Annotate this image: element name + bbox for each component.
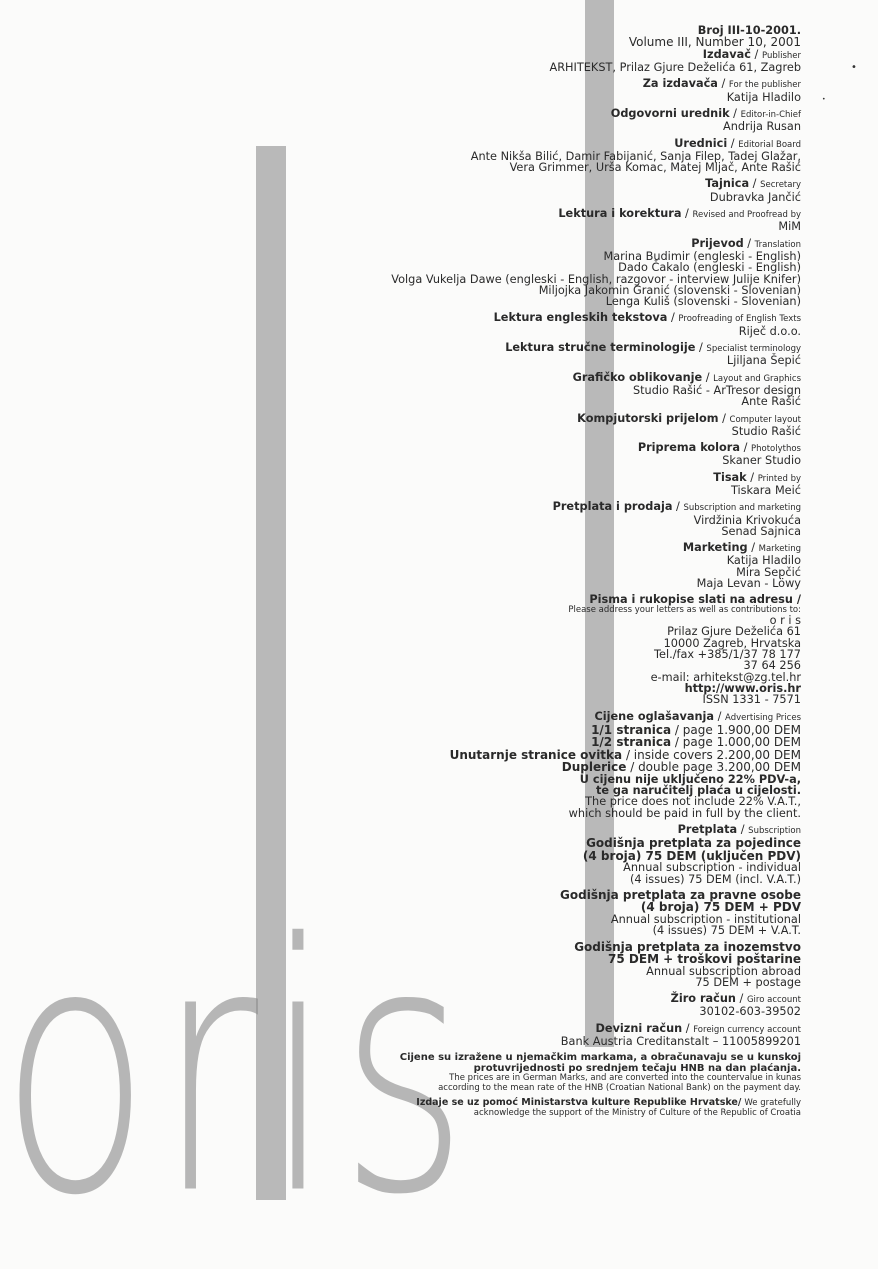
credit-section <box>81 312 801 337</box>
vat-note-en: The price does not include 22% V.A.T., <box>585 795 801 809</box>
credit-value: Ljiljana Šepić <box>726 354 801 368</box>
credit-section <box>81 78 801 103</box>
subscription-section <box>81 824 801 988</box>
credit-heading: Lektura i korektura / Revised and Proofread by <box>558 207 801 221</box>
credit-value: Senad Sajnica <box>721 524 801 538</box>
address-email[interactable]: e-mail: arhitekst@zg.tel.hr <box>650 670 801 684</box>
address-line: Prilaz Gjure Deželića 61 <box>667 625 801 639</box>
colophon <box>81 25 801 1118</box>
credit-heading: Odgovorni urednik / Editor-in-Chief <box>610 106 801 120</box>
credit-value: Tiskara Meić <box>730 484 801 497</box>
ad-price-row: 1/1 stranica / page 1.900,00 DEM <box>591 722 801 737</box>
credit-heading: Lektura engleskih tekstova / Proofreading of English Texts <box>493 311 801 325</box>
credit-heading: Kompjutorski prijelom / Computer layout <box>577 411 801 425</box>
credit-value: Maja Levan - Löwy <box>696 577 801 591</box>
credit-value: Marina Budimir (engleski - English) <box>603 249 801 263</box>
sub-abroad-en: Annual subscription abroad <box>646 964 801 978</box>
support-line: Izdaje se uz pomoć Ministarstva kulture Republike Hrvatske/ We gratefully <box>416 1097 801 1109</box>
credit-heading: Priprema kolora / Photolythos <box>637 441 801 455</box>
credits-list <box>81 49 801 590</box>
ad-price-row: Unutarnje stranice ovitka / inside covers 2.200,00 DEM <box>449 747 801 762</box>
credit-heading: Prijevod / Translation <box>691 236 801 250</box>
foreign-heading: Devizni račun / Foreign currency account <box>595 1021 801 1035</box>
credit-value: Studio Rašić <box>731 424 801 438</box>
issn: ISSN 1331 - 7571 <box>702 693 801 707</box>
sub-abroad-hr: Godišnja pretplata za inozemstvo <box>574 939 801 954</box>
credit-section <box>81 413 801 438</box>
credit-value: Studio Rašić - ArTresor design <box>632 383 801 397</box>
credit-value: Katija Hladilo <box>726 90 801 104</box>
ad-price-row: Duplerice / double page 3.200,00 DEM <box>561 760 801 775</box>
support-line-en: acknowledge the support of the Ministry of Culture of the Republic of Croatia <box>473 1107 801 1118</box>
prices-note-hr: Cijene su izražene u njemačkim markama, a obračunavaju se u kunskoj <box>399 1052 801 1064</box>
scan-speck: • <box>851 62 857 73</box>
credit-value: Katija Hladilo <box>726 554 801 568</box>
credit-heading: Tisak / Printed by <box>713 470 801 484</box>
sub-institutional-en: (4 issues) 75 DEM + V.A.T. <box>652 924 801 938</box>
credit-value: Ante Nikša Bilić, Damir Fabijanić, Sanja Filep, Tadej Glažar, <box>470 149 801 163</box>
address-line: o r i s <box>769 614 801 628</box>
scan-speck: • <box>822 96 826 103</box>
address-phone-2: 37 64 256 <box>743 659 801 673</box>
sub-abroad-hr: 75 DEM + troškovi poštarine <box>608 952 801 967</box>
issue-number: Broj III-10-2001. <box>697 24 801 37</box>
credit-heading: Urednici / Editorial Board <box>674 136 801 150</box>
credit-value: Riječ d.o.o. <box>738 324 801 338</box>
credit-heading: Pretplata i prodaja / Subscription and marketing <box>552 500 801 514</box>
prices-note <box>81 1052 801 1093</box>
credit-value: Ante Rašić <box>741 395 801 409</box>
credit-section <box>81 208 801 233</box>
credit-heading: Izdavač / Publisher <box>702 47 801 61</box>
issue-info <box>81 25 801 49</box>
sub-abroad-en: 75 DEM + postage <box>695 975 801 989</box>
credit-heading: Lektura stručne terminologije / Specialist terminology <box>505 341 801 355</box>
credit-section <box>81 372 801 408</box>
prices-note-hr: protuvrijednosti po srednjem tečaju HNB na dan plaćanja. <box>473 1063 801 1075</box>
credit-section <box>81 178 801 203</box>
credit-section <box>81 108 801 133</box>
credit-value: Vera Grimmer, Urša Komac, Matej Mljač, Ante Rašić <box>509 161 801 175</box>
credit-heading: Grafičko oblikovanje / Layout and Graphics <box>572 370 801 384</box>
subscription-heading: Pretplata / Subscription <box>677 823 801 837</box>
credit-section <box>81 442 801 467</box>
address-line: 10000 Zagreb, Hrvatska <box>663 636 801 650</box>
sub-institutional-hr: Godišnja pretplata za pravne osobe <box>560 887 801 902</box>
credit-heading: Tajnica / Secretary <box>705 177 801 191</box>
credit-value: Dado Čakalo (engleski - English) <box>618 261 801 275</box>
ad-price-row: 1/2 stranica / page 1.000,00 DEM <box>591 735 801 750</box>
address-heading: Pisma i rukopise slati na adresu / <box>589 593 801 607</box>
credit-value: Lenga Kuliš (slovenski - Slovenian) <box>605 295 801 309</box>
credit-value: Skaner Studio <box>722 454 801 468</box>
foreign-account: Bank Austria Creditanstalt – 11005899201 <box>560 1035 801 1048</box>
credit-section <box>81 472 801 497</box>
advertising-heading: Cijene oglašavanja / Advertising Prices <box>594 709 801 723</box>
address-section <box>81 594 801 705</box>
vat-note-hr: te ga naručitelj plaća u cijelosti. <box>595 784 801 798</box>
credit-value: Volga Vukelja Dawe (engleski - English, razgovor - interview Julije Knifer) <box>391 272 801 286</box>
oris-logo: oris <box>0 871 475 1269</box>
credit-section <box>81 138 801 174</box>
address-heading-en: Please address your letters as well as contributions to: <box>568 604 801 615</box>
giro-heading: Žiro račun / Giro account <box>670 992 801 1006</box>
support-note <box>81 1098 801 1118</box>
giro-account: 30102-603-39502 <box>699 1005 801 1019</box>
credit-value: MiM <box>778 220 801 234</box>
advertising-section <box>81 711 801 819</box>
credit-section <box>81 238 801 308</box>
credit-heading: Marketing / Marketing <box>682 541 801 555</box>
credit-value: Miljojka Jakomin Granić (slovenski - Slovenian) <box>538 283 801 297</box>
sub-individual-hr: Godišnja pretplata za pojedince <box>586 836 801 851</box>
prices-note-en: The prices are in German Marks, and are converted into the countervalue in kunas <box>449 1073 801 1084</box>
vat-note-hr: U cijenu nije uključeno 22% PDV-a, <box>579 772 801 786</box>
credit-value: Andrija Rusan <box>723 120 801 134</box>
address-phone: Tel./fax +385/1/37 78 177 <box>654 648 801 662</box>
sub-individual-hr: (4 broja) 75 DEM (uključen PDV) <box>582 848 801 863</box>
credit-value: ARHITEKST, Prilaz Gjure Deželića 61, Zagreb <box>549 61 801 75</box>
website-link[interactable]: http://www.oris.hr <box>684 681 801 695</box>
sub-individual-en: (4 issues) 75 DEM (incl. V.A.T.) <box>629 872 801 886</box>
sub-institutional-en: Annual subscription - institutional <box>610 912 801 926</box>
sub-individual-en: Annual subscription - individual <box>623 861 801 875</box>
prices-note-en: according to the mean rate of the HNB (Croatian National Bank) on the payment day. <box>438 1082 801 1093</box>
credit-section <box>81 49 801 74</box>
credit-value: Mira Sepčić <box>736 565 801 579</box>
sub-institutional-hr: (4 broja) 75 DEM + PDV <box>640 900 801 915</box>
giro-section <box>81 993 801 1018</box>
credit-section <box>81 342 801 367</box>
credit-section <box>81 542 801 589</box>
credit-value: Dubravka Jančić <box>709 190 801 204</box>
credit-section <box>81 501 801 537</box>
foreign-section <box>81 1023 801 1048</box>
vat-note-en: which should be paid in full by the client. <box>568 806 801 820</box>
issue-volume: Volume III, Number 10, 2001 <box>628 35 801 50</box>
credit-value: Virdžinia Krivokuća <box>693 513 801 527</box>
credit-heading: Za izdavača / For the publisher <box>642 77 801 91</box>
